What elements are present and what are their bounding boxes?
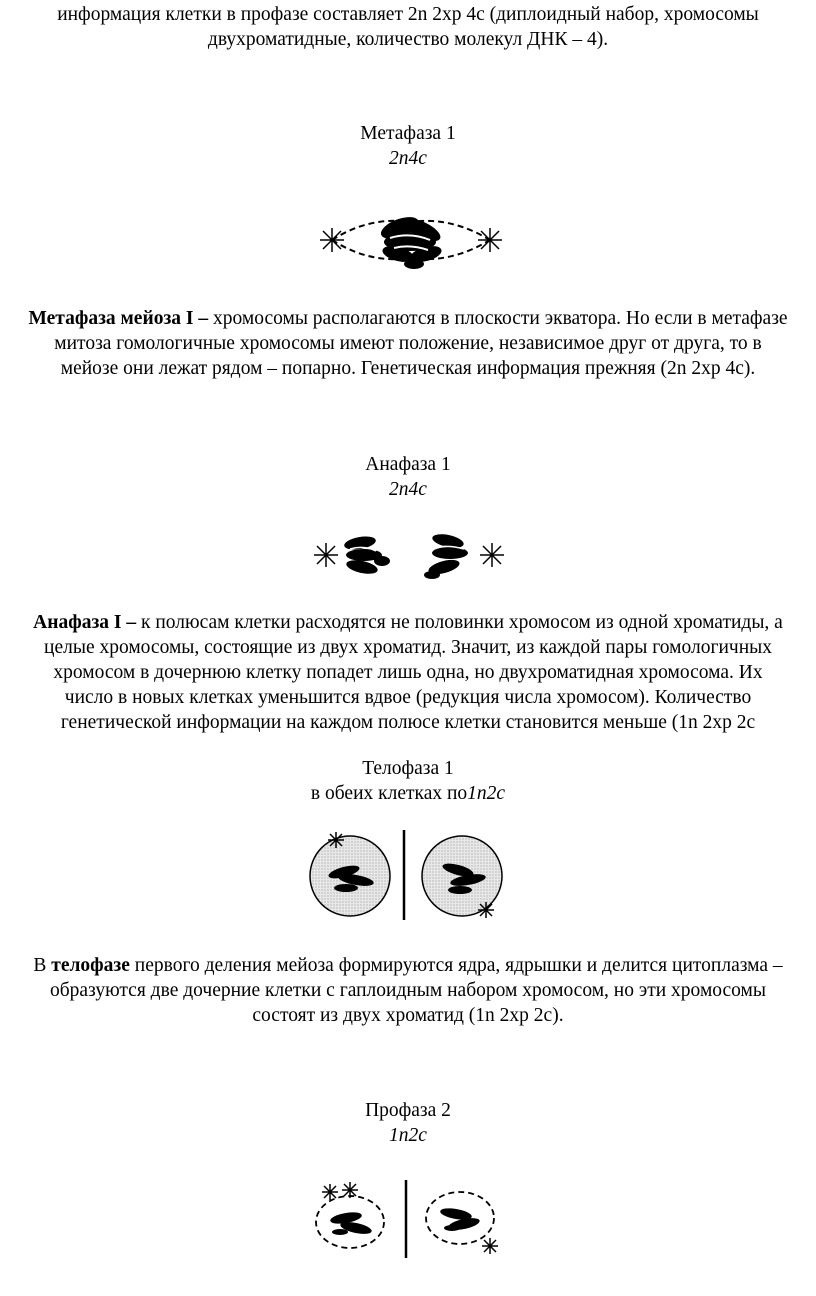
left-aster-icon <box>314 543 338 567</box>
anaphase1-paragraph-line-4: число в новых клетках уменьшится вдвое (редукция числа хромосом). Количество <box>64 687 752 708</box>
prophase2-title: Профаза 2 <box>365 1100 451 1121</box>
metaphase1-illustration <box>310 198 510 278</box>
telophase1-paragraph-line-2: образуются две дочерние клетки с гаплоидным набором хромосом, но эти хромосомы <box>49 980 766 1001</box>
telophase1-title: Телофаза 1 <box>362 758 454 779</box>
left-aster-icon <box>320 228 344 252</box>
telophase1-illustration <box>300 826 520 922</box>
metaphase1-paragraph-line-1: Метафаза мейоза I – хромосомы располагаются в плоскости экватора. Но если в метафазе <box>28 308 788 329</box>
intro-line-2: двухроматидные, количество молекул ДНК – 4). <box>207 29 609 50</box>
anaphase1-paragraph-line-1: Анафаза I – к полюсам клетки расходятся не половинки хромосом из одной хроматиды, а <box>33 612 783 633</box>
telophase1-caption: в обеих клетках по1n2c <box>310 783 506 804</box>
intro-line-1: информация клетки в профазе составляет 2n 2хр 4с (диплоидный набор, хромосомы <box>57 4 759 25</box>
anaphase1-illustration <box>308 525 508 585</box>
left-chromosome-group-icon <box>343 534 390 576</box>
telophase1-paragraph-line-1: В телофазе первого деления мейоза формируются ядра, ядрышки и делится цитоплазма – <box>33 955 783 976</box>
anaphase1-formula: 2n4c <box>389 479 427 500</box>
anaphase1-title: Анафаза 1 <box>365 454 451 475</box>
prophase2-formula: 1n2c <box>389 1125 427 1146</box>
right-chromosome-group-icon <box>424 532 468 579</box>
metaphase1-title: Метафаза 1 <box>360 123 456 144</box>
metaphase1-paragraph-line-3: мейозе они лежат рядом – попарно. Генетическая информация прежняя (2n 2хр 4с). <box>60 358 756 379</box>
telophase1-term: телофазе <box>51 955 130 976</box>
telophase1-paragraph-line-3: состоят из двух хроматид (1n 2хр 2с). <box>252 1005 564 1026</box>
anaphase1-paragraph-line-3: хромосом в дочернюю клетку попадет лишь одна, но двухроматидная хромосома. Их <box>53 662 763 683</box>
right-daughter-cell-icon <box>422 836 502 918</box>
anaphase1-paragraph-line-2: целые хромосомы, состоящие из двух хроматид. Значит, из каждой пары гомологичных <box>44 637 772 658</box>
right-aster-icon <box>478 228 502 252</box>
right-aster-icon <box>480 543 504 567</box>
metaphase1-paragraph-line-2: митоза гомологичные хромосомы имеют положение, независимое друг от друга, то в <box>54 333 762 354</box>
metaphase1-formula: 2n4c <box>389 148 427 169</box>
anaphase1-term: Анафаза I – <box>33 612 137 633</box>
right-nucleus-icon <box>426 1192 498 1254</box>
metaphase1-term: Метафаза мейоза I – <box>28 308 209 329</box>
left-daughter-cell-icon <box>310 832 390 916</box>
telophase1-formula: 1n2c <box>467 783 506 804</box>
left-nucleus-icon <box>316 1182 384 1248</box>
anaphase1-paragraph-line-5: генетической информации на каждом полюсе клетки становится меньше (1n 2хр 2с <box>60 712 756 733</box>
prophase2-illustration <box>306 1178 512 1260</box>
